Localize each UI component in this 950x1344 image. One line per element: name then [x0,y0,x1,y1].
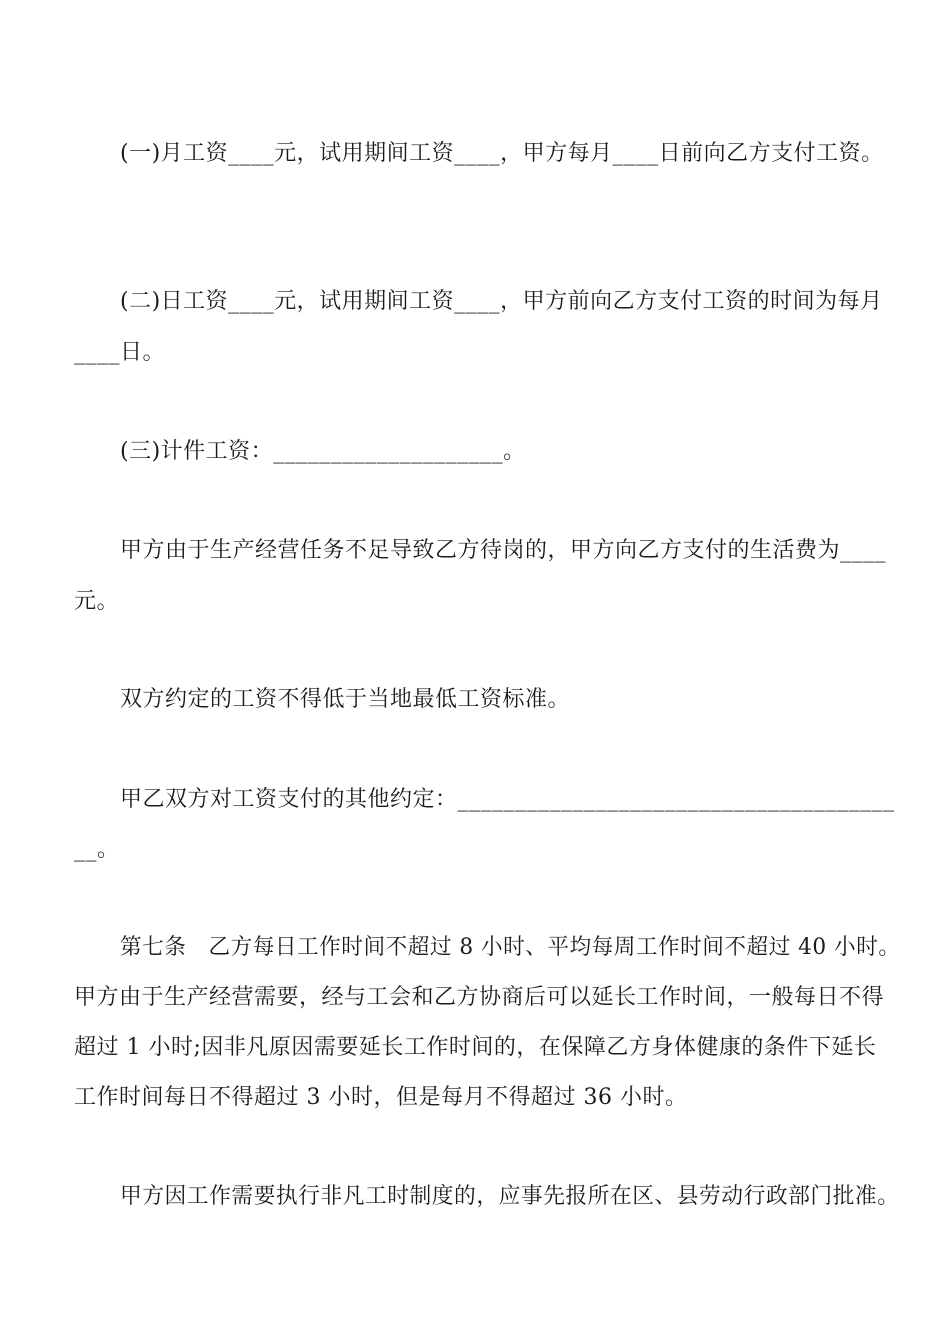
paragraph-other-agreements-cont: __。 [74,837,120,862]
paragraph-living-allowance: 甲方由于生产经营任务不足导致乙方待岗的，甲方向乙方支付的生活费为____ [120,538,887,563]
paragraph-daily-wage-cont: ____日。 [74,340,166,365]
paragraph-monthly-wage: (一)月工资____元，试用期间工资____，甲方每月____日前向乙方支付工资。 [120,141,884,166]
paragraph-living-allowance-cont: 元。 [74,589,120,614]
paragraph-other-agreements: 甲乙双方对工资支付的其他约定：______________________________________ [120,787,895,812]
paragraph-daily-wage: (二)日工资____元，试用期间工资____，甲方前向乙方支付工资的时间为每月 [120,289,883,314]
paragraph-special-hours: 甲方因工作需要执行非凡工时制度的，应事先报所在区、县劳动行政部门批准。 [120,1184,900,1209]
article-seven-line-3: 超过 1 小时;因非凡原因需要延长工作时间的，在保障乙方身体健康的条件下延长 [74,1035,877,1060]
paragraph-piece-wage: (三)计件工资：____________________。 [120,439,526,464]
article-seven-line-4: 工作时间每日不得超过 3 小时，但是每月不得超过 36 小时。 [74,1085,688,1110]
article-seven-line-1: 第七条 乙方每日工作时间不超过 8 小时、平均每周工作时间不超过 40 小时。 [120,935,901,960]
paragraph-minimum-wage: 双方约定的工资不得低于当地最低工资标准。 [120,687,571,712]
article-seven-line-2: 甲方由于生产经营需要，经与工会和乙方协商后可以延长工作时间，一般每日不得 [74,985,885,1010]
